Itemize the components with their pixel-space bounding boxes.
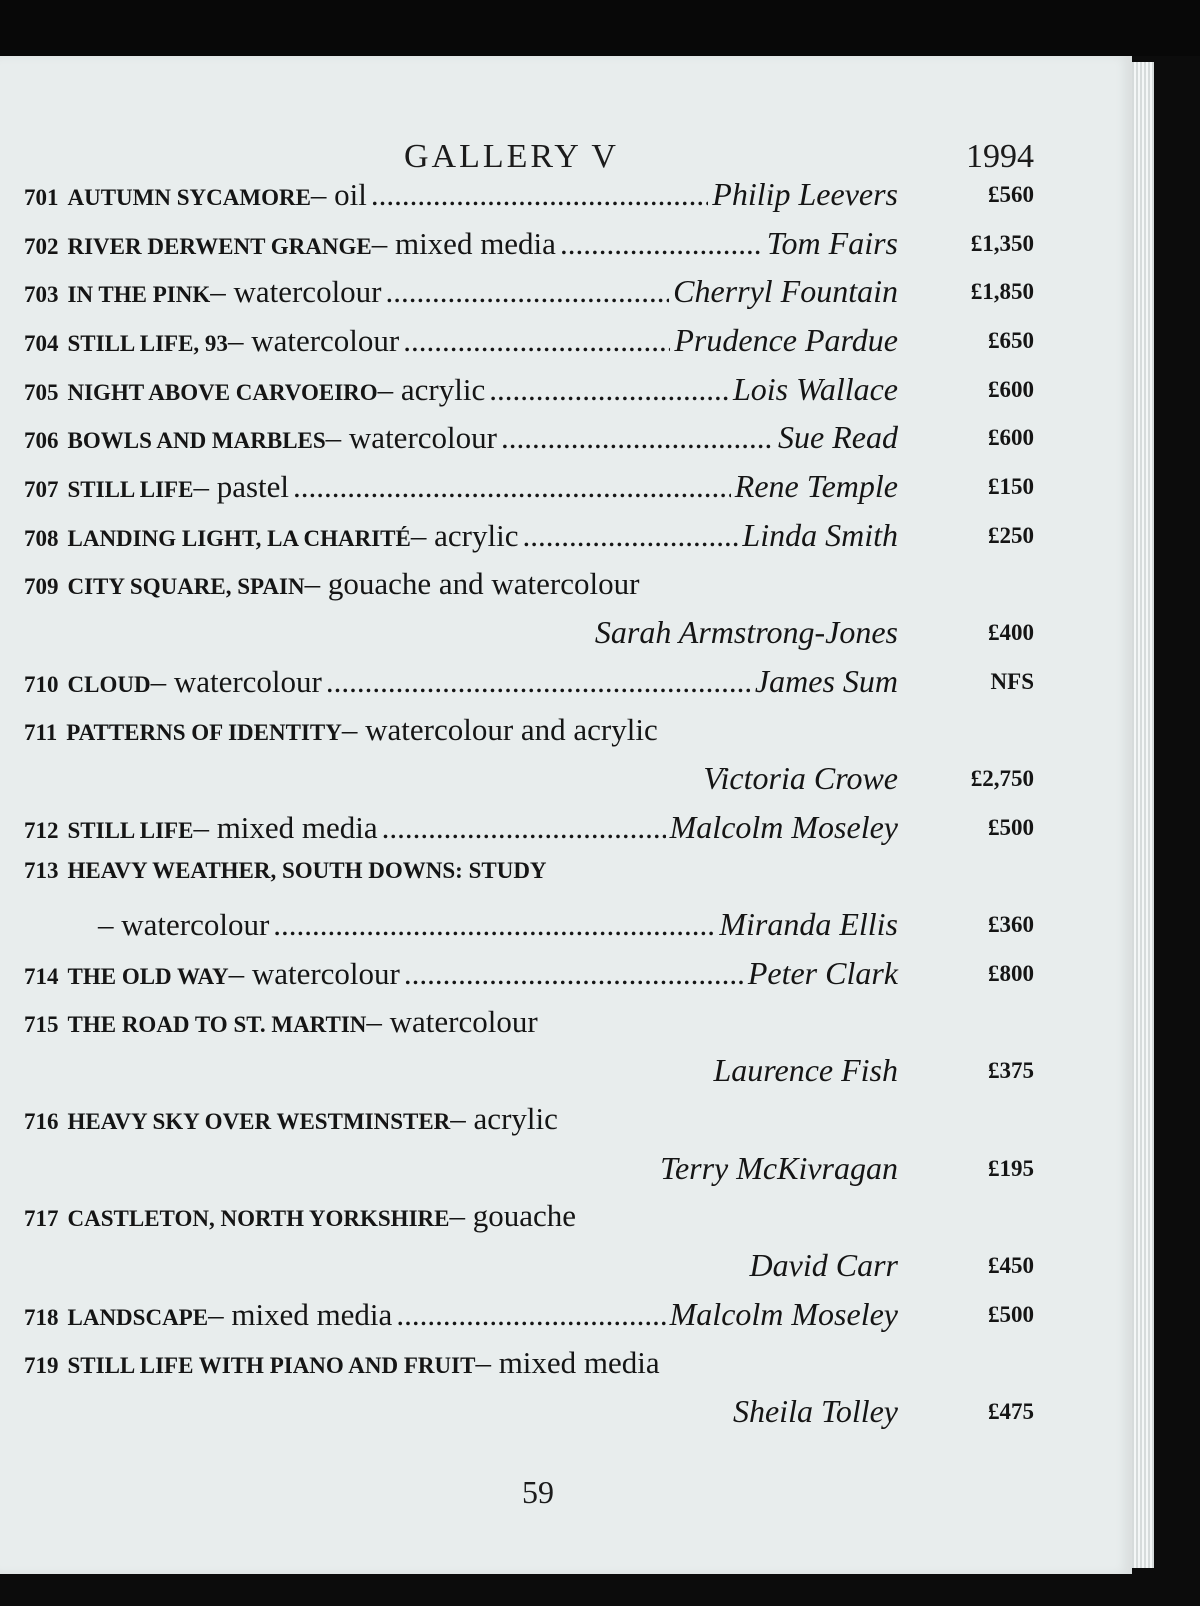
catalogue-entry (0, 419, 1132, 468)
entry-medium: – gouache (449, 1198, 577, 1234)
leader-dots (382, 810, 666, 846)
entry-price: £195 (988, 1155, 1034, 1181)
entry-title: HEAVY WEATHER, SOUTH DOWNS: STUDY (67, 857, 547, 883)
catalogue-entry (0, 1198, 1132, 1247)
entry-number: 712 (24, 817, 59, 843)
entry-price: £800 (988, 961, 1034, 986)
entry-artist: Sheila Tolley (732, 1393, 898, 1430)
entry-price: £150 (988, 474, 1034, 500)
catalogue-entry (0, 809, 1132, 858)
entry-medium: – mixed media (193, 809, 378, 845)
entry-number: 710 (24, 671, 59, 697)
entry-number: 704 (24, 331, 59, 357)
entry-medium: – acrylic (410, 517, 519, 553)
entry-artist: James Sum (754, 662, 898, 699)
entry-price: NFS (990, 668, 1034, 694)
catalogue-entry (0, 712, 1132, 761)
entry-artist: Terry McKivragan (660, 1149, 898, 1186)
entry-number: 716 (24, 1109, 59, 1135)
entry-medium: – mixed media (475, 1344, 660, 1380)
entry-medium: – watercolour (228, 956, 400, 991)
entry-number: 719 (24, 1352, 59, 1378)
leader-dots (560, 226, 763, 262)
catalogue-entry (0, 1345, 1132, 1394)
entry-number: 717 (24, 1206, 59, 1232)
entry-title: CLOUD (67, 671, 151, 697)
page-number: 59 (522, 1474, 554, 1510)
entry-price: £560 (988, 182, 1034, 207)
entry-price: £475 (988, 1399, 1034, 1425)
entry-title: CITY SQUARE, SPAIN (67, 573, 305, 599)
entry-title: LANDSCAPE (67, 1304, 209, 1330)
catalogue-entry (0, 371, 1132, 420)
entry-medium: – watercolour (98, 907, 270, 943)
catalogue-entry (0, 322, 1132, 371)
catalogue-entry (0, 273, 1132, 322)
entry-number: 705 (24, 379, 59, 405)
catalogue-entry (0, 1004, 1132, 1053)
catalogue-entry-continuation (0, 1150, 1132, 1199)
entry-price: £650 (988, 328, 1034, 354)
leader-dots (326, 664, 751, 700)
entry-number: 702 (24, 233, 59, 259)
entry-artist: Peter Clark (747, 955, 898, 991)
catalogue-entry (0, 1296, 1132, 1345)
entry-title: AUTUMN SYCAMORE (67, 185, 311, 210)
entry-title: STILL LIFE, 93 (67, 331, 228, 357)
entry-title: PATTERNS OF IDENTITY (66, 719, 342, 745)
catalogue-entry-continuation (0, 1247, 1132, 1296)
entry-number: 711 (24, 719, 58, 745)
catalogue-entry-continuation (0, 1052, 1132, 1101)
entry-artist: Laurence Fish (713, 1052, 898, 1089)
catalogue-list (0, 176, 1132, 1442)
catalogue-entry (0, 566, 1132, 615)
entry-number: 708 (24, 525, 59, 551)
leader-dots (396, 1297, 665, 1333)
entry-number: 714 (24, 964, 59, 989)
entry-artist: Prudence Pardue (674, 322, 898, 359)
entry-title: THE OLD WAY (67, 964, 229, 989)
entry-medium: – watercolour and acrylic (341, 711, 658, 747)
leader-dots (386, 274, 670, 310)
entry-title: RIVER DERWENT GRANGE (67, 233, 372, 259)
entry-medium: – watercolour (227, 323, 400, 359)
leader-dots (403, 323, 670, 359)
entry-medium: – mixed media (371, 225, 556, 261)
catalogue-entry-continuation (0, 906, 1132, 955)
leader-dots (489, 372, 729, 408)
entry-price: £400 (988, 620, 1034, 646)
catalogue-entry (0, 858, 1132, 907)
entry-title: THE ROAD TO ST. MARTIN (67, 1011, 367, 1037)
catalogue-entry (0, 955, 1132, 1004)
entry-medium: – watercolour (210, 274, 382, 310)
catalogue-entry (0, 517, 1132, 566)
catalogue-entry (0, 468, 1132, 517)
entry-medium: – oil (310, 177, 367, 212)
entry-medium: – acrylic (450, 1101, 558, 1137)
entry-medium: – watercolour (150, 663, 322, 699)
entry-artist: Sue Read (778, 419, 898, 456)
entry-artist: Miranda Ellis (719, 906, 898, 943)
entry-number: 703 (24, 282, 59, 308)
entry-artist: Malcolm Moseley (669, 808, 898, 845)
catalogue-entry (0, 225, 1132, 274)
entry-title: CASTLETON, NORTH YORKSHIRE (67, 1206, 450, 1232)
entry-medium: – gouache and watercolour (304, 565, 640, 601)
catalogue-entry-continuation (0, 760, 1132, 809)
entry-number: 701 (24, 185, 59, 210)
entry-artist: Linda Smith (742, 516, 898, 553)
entry-price: £360 (988, 912, 1034, 938)
entry-title: STILL LIFE (67, 477, 194, 503)
catalogue-year: 1994 (966, 138, 1034, 175)
entry-price: £1,350 (970, 230, 1034, 256)
catalogue-entry-continuation (0, 614, 1132, 663)
leader-dots (273, 907, 715, 943)
entry-number: 706 (24, 428, 59, 454)
entry-title: LANDING LIGHT, LA CHARITÉ (67, 525, 411, 551)
entry-price: £1,850 (970, 279, 1034, 305)
gallery-title: GALLERY V (404, 138, 619, 175)
entry-medium: – watercolour (325, 420, 497, 456)
entry-price: £250 (988, 522, 1034, 548)
entry-medium: – acrylic (377, 371, 486, 407)
leader-dots (522, 518, 738, 554)
entry-medium: – mixed media (208, 1296, 393, 1332)
entry-number: 713 (24, 857, 59, 883)
entry-artist: Cherryl Fountain (673, 273, 898, 310)
entry-artist: Tom Fairs (766, 224, 898, 261)
catalogue-entry (0, 1101, 1132, 1150)
entry-price: £500 (988, 814, 1034, 840)
leader-dots (371, 177, 708, 213)
entry-artist: David Carr (749, 1247, 898, 1284)
entry-medium: – watercolour (366, 1003, 538, 1039)
leader-dots (404, 956, 744, 992)
entry-price: £375 (988, 1058, 1034, 1084)
leader-dots (501, 420, 774, 456)
entry-title: BOWLS AND MARBLES (67, 428, 326, 454)
entry-number: 707 (24, 477, 59, 503)
entry-artist: Malcolm Moseley (669, 1295, 898, 1332)
catalogue-entry-continuation (0, 1393, 1132, 1442)
entry-number: 709 (24, 573, 59, 599)
entry-title: STILL LIFE (67, 817, 194, 843)
entry-price: £500 (988, 1301, 1034, 1327)
entry-price: £600 (988, 425, 1034, 451)
catalogue-entry (0, 663, 1132, 712)
leader-dots (293, 469, 731, 505)
entry-artist: Rene Temple (734, 468, 898, 505)
entry-price: £2,750 (970, 766, 1034, 792)
catalogue-entry (0, 176, 1132, 225)
entry-title: IN THE PINK (67, 282, 211, 308)
entry-artist: Lois Wallace (732, 370, 898, 407)
entry-number: 718 (24, 1304, 59, 1330)
entry-price: £600 (988, 376, 1034, 402)
entry-artist: Sarah Armstrong-Jones (594, 614, 898, 651)
entry-medium: – pastel (193, 469, 289, 505)
entry-title: HEAVY SKY OVER WESTMINSTER (67, 1109, 451, 1135)
scan-background (0, 0, 1200, 56)
entry-number: 715 (24, 1011, 59, 1037)
entry-artist: Philip Leevers (712, 176, 898, 212)
entry-price: £450 (988, 1253, 1034, 1279)
entry-title: NIGHT ABOVE CARVOEIRO (67, 379, 378, 405)
page-edges (1132, 62, 1154, 1568)
entry-artist: Victoria Crowe (703, 760, 898, 797)
entry-title: STILL LIFE WITH PIANO AND FRUIT (67, 1352, 476, 1378)
